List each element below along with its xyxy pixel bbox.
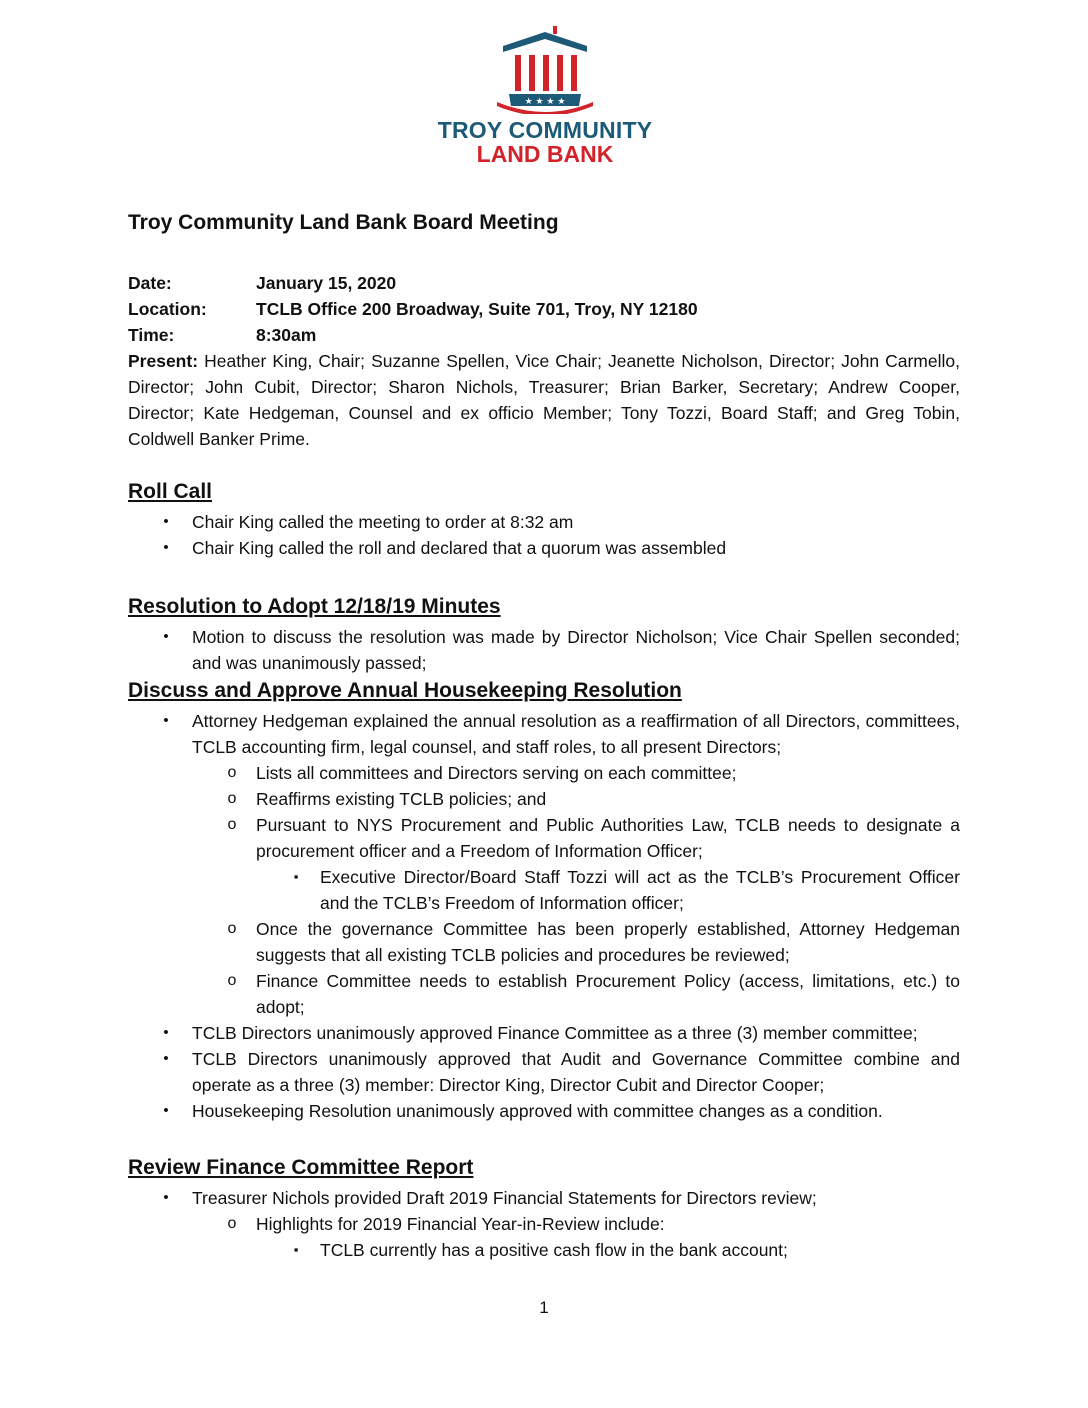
list-subitem-text: Reaffirms existing TCLB policies; and	[256, 789, 547, 809]
date-row	[128, 270, 960, 296]
housekeeping-list	[128, 708, 960, 1124]
list-item	[128, 509, 960, 535]
roll-call-heading: Roll Call	[128, 480, 213, 503]
time-value: 8:30am	[256, 325, 317, 345]
finance-heading: Review Finance Committee Report	[128, 1156, 474, 1179]
list-item-text: Chair King called the meeting to order at 8:32 am	[192, 512, 574, 532]
circle-marker: o	[227, 920, 237, 937]
list-subsubitem-text: Executive Director/Board Staff Tozzi will act as the TCLB’s Procurement Officer and the TCLB’s Freedom of Information officer;	[320, 867, 960, 913]
list-item	[128, 624, 960, 676]
document-title: Troy Community Land Bank Board Meeting	[128, 211, 559, 234]
list-item-text: Chair King called the roll and declared that a quorum was assembled	[192, 538, 727, 558]
bullet-marker: •	[163, 539, 169, 556]
time-row	[128, 322, 960, 348]
roll-call-list	[128, 509, 960, 561]
page-number: 1	[539, 1298, 549, 1317]
list-item	[128, 1020, 960, 1046]
circle-marker: o	[227, 972, 237, 989]
square-marker: ▪	[293, 869, 299, 884]
list-subitem	[128, 1211, 960, 1237]
circle-marker: o	[227, 1215, 237, 1232]
date-label: Date:	[128, 273, 172, 293]
circle-marker: o	[227, 816, 237, 833]
logo-text-line2: LAND BANK	[476, 141, 614, 167]
bullet-marker: •	[163, 628, 169, 645]
list-item	[128, 708, 960, 760]
logo-text-line1: TROY COMMUNITY	[437, 117, 653, 143]
bullet-marker: •	[163, 1102, 169, 1119]
time-label: Time:	[128, 325, 175, 345]
svg-text:★ ★ ★ ★: ★ ★ ★ ★	[524, 97, 566, 107]
location-value: TCLB Office 200 Broadway, Suite 701, Troy, NY 12180	[256, 299, 698, 319]
circle-marker: o	[227, 790, 237, 807]
square-marker: ▪	[293, 1242, 299, 1257]
present-label: Present:	[128, 351, 199, 371]
location-row	[128, 296, 960, 322]
present-value: Heather King, Chair; Suzanne Spellen, Vice Chair; Jeanette Nicholson, Director; John Carmello, Director; John Cubit, Director; Sharon Nichols, Treasurer; Brian Barker, Secretary; Andrew Cooper, Director; Kate Hedgeman, Counsel and ex officio Member; Tony Tozzi, Board Staff; and Greg Tobin, Coldwell Banker Prime.	[128, 351, 960, 449]
list-subitem	[128, 968, 960, 1020]
list-subitem-text: Lists all committees and Directors serving on each committee;	[256, 763, 737, 783]
bullet-marker: •	[163, 1050, 169, 1067]
list-subitem	[128, 760, 960, 786]
bullet-marker: •	[163, 1024, 169, 1041]
minutes-list	[128, 624, 960, 676]
list-subsubitem	[128, 1237, 960, 1263]
list-subitem	[128, 916, 960, 968]
meeting-details	[128, 270, 960, 452]
list-subsubitem	[128, 864, 960, 916]
bullet-marker: •	[163, 712, 169, 729]
location-label: Location:	[128, 299, 207, 319]
list-subitem	[128, 812, 960, 864]
list-subitem-text: Once the governance Committee has been properly established, Attorney Hedgeman suggests that all existing TCLB policies and procedures be reviewed;	[256, 919, 960, 965]
minutes-heading: Resolution to Adopt 12/18/19 Minutes	[128, 595, 501, 618]
list-subitem-text: Finance Committee needs to establish Procurement Policy (access, limitations, etc.) to adopt;	[256, 971, 960, 1017]
housekeeping-heading: Discuss and Approve Annual Housekeeping Resolution	[128, 679, 682, 702]
list-subitem	[128, 786, 960, 812]
bullet-marker: •	[163, 513, 169, 530]
list-item-text: Housekeeping Resolution unanimously approved with committee changes as a condition.	[192, 1101, 883, 1121]
list-subitem-text: Highlights for 2019 Financial Year-in-Review include:	[256, 1214, 665, 1234]
list-item	[128, 1185, 960, 1211]
list-item-text: Attorney Hedgeman explained the annual resolution as a reaffirmation of all Directors, committees, TCLB accounting firm, legal counsel, and staff roles, to all present Directors;	[192, 711, 960, 757]
finance-list	[128, 1185, 960, 1263]
list-item-text: TCLB Directors unanimously approved that Audit and Governance Committee combine and operate as a three (3) member: Director King, Director Cubit and Director Cooper;	[192, 1049, 960, 1095]
organization-logo	[430, 22, 660, 166]
list-subitem-text: Pursuant to NYS Procurement and Public Authorities Law, TCLB needs to designate a procurement officer and a Freedom of Information Officer;	[256, 815, 960, 861]
date-value: January 15, 2020	[256, 273, 397, 293]
list-subsubitem-text: TCLB currently has a positive cash flow in the bank account;	[320, 1240, 788, 1260]
list-item	[128, 1046, 960, 1098]
present-row	[128, 348, 960, 452]
list-item	[128, 1098, 960, 1124]
list-item-text: Motion to discuss the resolution was made by Director Nicholson; Vice Chair Spellen seconded; and was unanimously passed;	[192, 627, 960, 673]
list-item-text: TCLB Directors unanimously approved Finance Committee as a three (3) member committee;	[192, 1023, 918, 1043]
capitol-logo-icon	[495, 22, 595, 114]
circle-marker: o	[227, 764, 237, 781]
list-item-text: Treasurer Nichols provided Draft 2019 Financial Statements for Directors review;	[192, 1188, 817, 1208]
bullet-marker: •	[163, 1189, 169, 1206]
list-item	[128, 535, 960, 561]
